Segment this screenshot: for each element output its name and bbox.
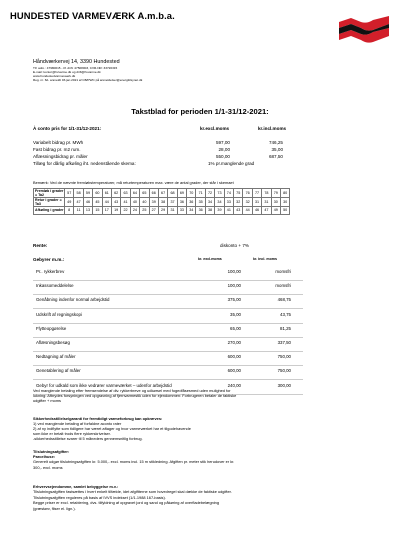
temperature-cell: 38	[205, 207, 214, 215]
aconto-heading: À conto pris for 1/1-31/12-2021:	[33, 126, 102, 131]
temperature-cell: 30	[271, 198, 280, 207]
connection-section	[33, 449, 373, 470]
aconto-col-excl: kr.excl.moms	[200, 126, 230, 131]
temperature-cell: 31	[252, 198, 261, 207]
temperature-cell: 17	[102, 207, 111, 215]
fee-incl: 337,50	[277, 340, 291, 345]
aconto-row-excl: 1% pr.manglende grad	[208, 161, 255, 166]
temperature-cell: 29	[158, 207, 167, 215]
page-title: Takstblad for perioden 1/1-31/12-2021:	[131, 107, 269, 116]
aconto-col-incl: kr.incl.moms	[258, 126, 287, 131]
temperature-row	[34, 207, 290, 215]
temperature-cell: 43	[111, 198, 120, 207]
temperature-cell: 62	[111, 189, 120, 198]
temperature-cell: 11	[74, 207, 83, 215]
security-heading: Sikkerhedsstillelse/garanti for fremtidigt varmeforbrug kan opkræves:	[33, 416, 163, 421]
fee-incl: 750,00	[277, 368, 291, 374]
temperature-cell: 35	[196, 198, 205, 207]
temperature-cell: 60	[93, 189, 102, 198]
temperature-cell: 39	[215, 207, 224, 215]
temperature-cell: 32	[234, 198, 243, 207]
temperature-row-label: Afkøling i grader	[35, 208, 64, 213]
temperature-cell: 64	[130, 189, 139, 198]
temperature-cell: 41	[121, 198, 130, 207]
temperature-cell: 58	[74, 189, 83, 198]
fee-label: Gebyr for udkald som ikke vedrører varmeværket – udenfor arbejdstid	[36, 382, 172, 388]
temperature-cell: 46	[252, 207, 261, 215]
fee-label: Genåbning indenfor normal arbejdstid	[36, 297, 110, 303]
commercial-line: (græstørv, fliser el. lign.).	[33, 505, 76, 511]
temperature-cell: 73	[215, 189, 224, 198]
aconto-row	[33, 140, 303, 147]
temperature-cell: 66	[149, 189, 158, 198]
security-line: -sikkerhedsstillelse svarer til 5 måneders gennemsnitlig forbrug.	[33, 436, 143, 442]
fee-incl: 81,25	[280, 325, 291, 331]
fee-label: Udskrift af regningskopi	[36, 311, 82, 317]
security-line: 2) af ny indflytte som tidligere har været aftager og hvor varmeværket har et tilgodehavende	[33, 426, 191, 432]
temperature-cell: 78	[262, 189, 271, 198]
temperature-cell: 49	[271, 207, 280, 215]
temperature-cell: 36	[196, 207, 205, 215]
temperature-cell: 15	[93, 207, 102, 215]
temperature-cell: 41	[224, 207, 233, 215]
temperature-cell: 36	[187, 198, 196, 207]
temperature-cell: 65	[140, 189, 149, 198]
temperature-cell: 31	[168, 207, 177, 215]
temperature-cell: 77	[252, 189, 261, 198]
temperature-cell: 43	[234, 207, 243, 215]
temperature-cell: 24	[130, 207, 139, 215]
company-address: Håndværkervej 14, 3390 Hundested	[33, 59, 120, 65]
temperature-cell: 59	[83, 189, 92, 198]
commercial-line: Tilslutningsafgiften fastsættes i hvert enkelt tilfælde, idet afgiftterne som hovedregel skal dække de faktiske udgifter.	[33, 489, 232, 495]
contact-line-website: www.hundestedvarmevaerk.dk	[33, 74, 76, 78]
temperature-cell: 34	[205, 198, 214, 207]
temperature-cell: 25	[140, 207, 149, 215]
temperature-cell: 39	[149, 198, 158, 207]
temperature-cell: 70	[187, 189, 196, 198]
temperature-cell: 47	[262, 207, 271, 215]
temperature-cell: 74	[224, 189, 233, 198]
fee-excl: 600,00	[227, 354, 241, 360]
temperature-cell: 19	[111, 207, 120, 215]
temperature-cell: 33	[177, 207, 186, 215]
aconto-row-label: Tillæg for dårlig afkøling iht. nedenstående skema:	[33, 161, 136, 166]
aconto-row-excl: 28,00	[218, 147, 230, 152]
aconto-row-incl: 746,25	[268, 140, 283, 145]
aconto-row-label: Variabelt bidrag pr. MWh	[33, 140, 84, 145]
temperature-row	[34, 198, 290, 207]
temperature-cell: 36	[177, 198, 186, 207]
fees-col-excl: kr. excl.moms	[198, 257, 222, 261]
fee-label: Pr.. rykkerbrev	[36, 269, 65, 274]
fee-incl: momsfri	[275, 269, 291, 274]
fee-incl: 300,00	[277, 382, 291, 388]
temperature-cell: 30	[280, 198, 289, 207]
fee-label: Aflæsningsbesøg	[36, 340, 70, 345]
fee-note-line: Ved manglende betaling efter fremsendelse af div. rykkerbreve og udkørsel med fogedfåsesmed uden mulighed for	[33, 388, 231, 393]
contact-line-phone: Tlf. adm.: 47980015 - tlf. drift: 47508003, CVR-NR: 33720315	[33, 66, 118, 70]
temperature-cell: 57	[65, 189, 74, 198]
fee-excl: 375,00	[227, 297, 241, 303]
fee-note-line: udgifter + moms	[33, 398, 62, 404]
temperature-cell: 40	[130, 198, 139, 207]
temperature-cell: 80	[280, 189, 289, 198]
company-name: HUNDESTED VARMEVÆRK A.m.b.a.	[10, 10, 175, 21]
commercial-section	[33, 484, 373, 511]
fee-excl: 100,00	[227, 269, 241, 274]
aconto-row-excl: 597,00	[215, 140, 230, 145]
fee-note	[33, 388, 363, 404]
security-line: som ikke er betalt trods flere rykkerskrivelser.	[33, 431, 111, 437]
temperature-cell: 46	[83, 198, 92, 207]
connection-text: Generelt udgør tilslutningsafgiften kr. 5.000,- excl. moms incl. 15 m stikledning. Afgiften pr. meter stik herudover er kr.	[33, 459, 235, 465]
temperature-cell: 47	[74, 198, 83, 207]
aconto-row-incl: 35,00	[271, 147, 283, 152]
temperature-cell: 22	[121, 207, 130, 215]
temperature-cell: 37	[168, 198, 177, 207]
fee-incl: momsfri	[275, 283, 291, 289]
interest-value: diskonto + 7%	[220, 243, 249, 248]
aconto-row-label: Aflæsningsbidrag pr. måler	[33, 154, 88, 159]
temperature-note: Bemærk: Ved de nævnte fremløbstemperaturer, må returtemperaturen max. være de antal grader, der står i skemaet	[33, 180, 234, 185]
temperature-row-label: Retur i grader = Ta3	[34, 198, 65, 207]
temperature-cell: 32	[243, 198, 252, 207]
fee-excl: 100,00	[227, 283, 241, 289]
fee-excl: 240,00	[227, 382, 241, 388]
temperature-cell: 44	[243, 207, 252, 215]
temperature-cell: 34	[215, 198, 224, 207]
aconto-row	[33, 154, 303, 161]
connection-text: 300,- excl. moms	[33, 464, 63, 470]
fee-incl: 468,75	[277, 297, 291, 303]
temperature-cell: 63	[121, 189, 130, 198]
contact-line-registration: Reg. nr. 62- anmeldt 03.jan 2021 af CB/PWC på anmeldelser@energitilsynet.dk	[33, 78, 143, 82]
fee-excl: 65,00	[230, 325, 241, 331]
temperature-cell: 49	[65, 198, 74, 207]
temperature-cell: 79	[271, 189, 280, 198]
company-logo	[337, 14, 391, 48]
fee-incl: 750,00	[277, 354, 291, 360]
temperature-cell: 31	[262, 198, 271, 207]
temperature-row-label: Fremløb i grader = Ta2	[35, 189, 64, 197]
connection-heading: Tilslutningsafgifter:	[33, 449, 70, 454]
temperature-cell: 75	[234, 189, 243, 198]
security-line: 1) ved manglende betaling af forfaldne aconto rater	[33, 421, 122, 427]
temperature-row	[34, 189, 290, 198]
temperature-cell: 44	[102, 198, 111, 207]
fee-excl: 270,00	[227, 340, 241, 345]
fee-label: Flytteopgørelse	[36, 325, 67, 331]
fee-label: Inkassomeddelelse	[36, 283, 74, 289]
temperature-cell: 72	[205, 189, 214, 198]
temperature-cell: 34	[187, 207, 196, 215]
aconto-row-label: Fast bidrag pr. m2 rum.	[33, 147, 81, 152]
temperature-cell: 50	[280, 207, 289, 215]
temperature-cell: 33	[224, 198, 233, 207]
commercial-heading: Erhvervsejendomme, samlet bebyggelse m.v.:	[33, 484, 119, 489]
aconto-row-excl: 550,00	[215, 154, 230, 159]
aconto-row	[33, 147, 303, 154]
fee-note-line: lukning: Afbrydes forsyningen ved opgravning af fjernvarmestik uden for ejendommen: Forbrugeren betaler de faktiske	[33, 393, 237, 399]
fee-excl: 600,00	[227, 368, 241, 374]
fees-header	[33, 257, 293, 262]
contact-line-email: E-mail: kontor@hvvarme.dk og drift@hvvarme.dk	[33, 70, 101, 74]
fee-label: Genetablering af måler	[36, 368, 81, 374]
fee-incl: 43,75	[280, 311, 291, 317]
temperature-cell: 61	[102, 189, 111, 198]
temperature-cell: 71	[196, 189, 205, 198]
aconto-row-incl: 687,50	[268, 154, 283, 159]
temperature-cell: 38	[158, 198, 167, 207]
temperature-cell: 8	[65, 207, 74, 215]
commercial-line: Tilslutningsafgiften reguleres på basis af IVVS indekset (1/1-1988 167-basis).	[33, 494, 166, 500]
interest-label: Rente:	[33, 243, 48, 248]
temperature-cell: 45	[93, 198, 102, 207]
fees-heading: Gebyrer m.m.:	[33, 257, 65, 262]
connection-subheading: Parcelhuse:	[33, 454, 56, 460]
temperature-cell: 40	[140, 198, 149, 207]
temperature-cell: 76	[243, 189, 252, 198]
temperature-cell: 67	[158, 189, 167, 198]
temperature-cell: 69	[177, 189, 186, 198]
temperature-cell: 68	[168, 189, 177, 198]
temperature-table	[33, 188, 290, 215]
aconto-row	[33, 161, 303, 168]
temperature-cell: 27	[149, 207, 158, 215]
fee-excl: 35,00	[230, 311, 241, 317]
fee-label: Nedtagning af måler	[36, 354, 76, 360]
temperature-cell: 13	[83, 207, 92, 215]
security-section	[33, 416, 363, 441]
commercial-line: Begge priser er excl. retablering, dvs. tilfyldning af opgravet jord og sand og påkøring af overfladebelægning	[33, 500, 219, 506]
fees-col-incl: kr. incl. moms	[253, 257, 277, 261]
